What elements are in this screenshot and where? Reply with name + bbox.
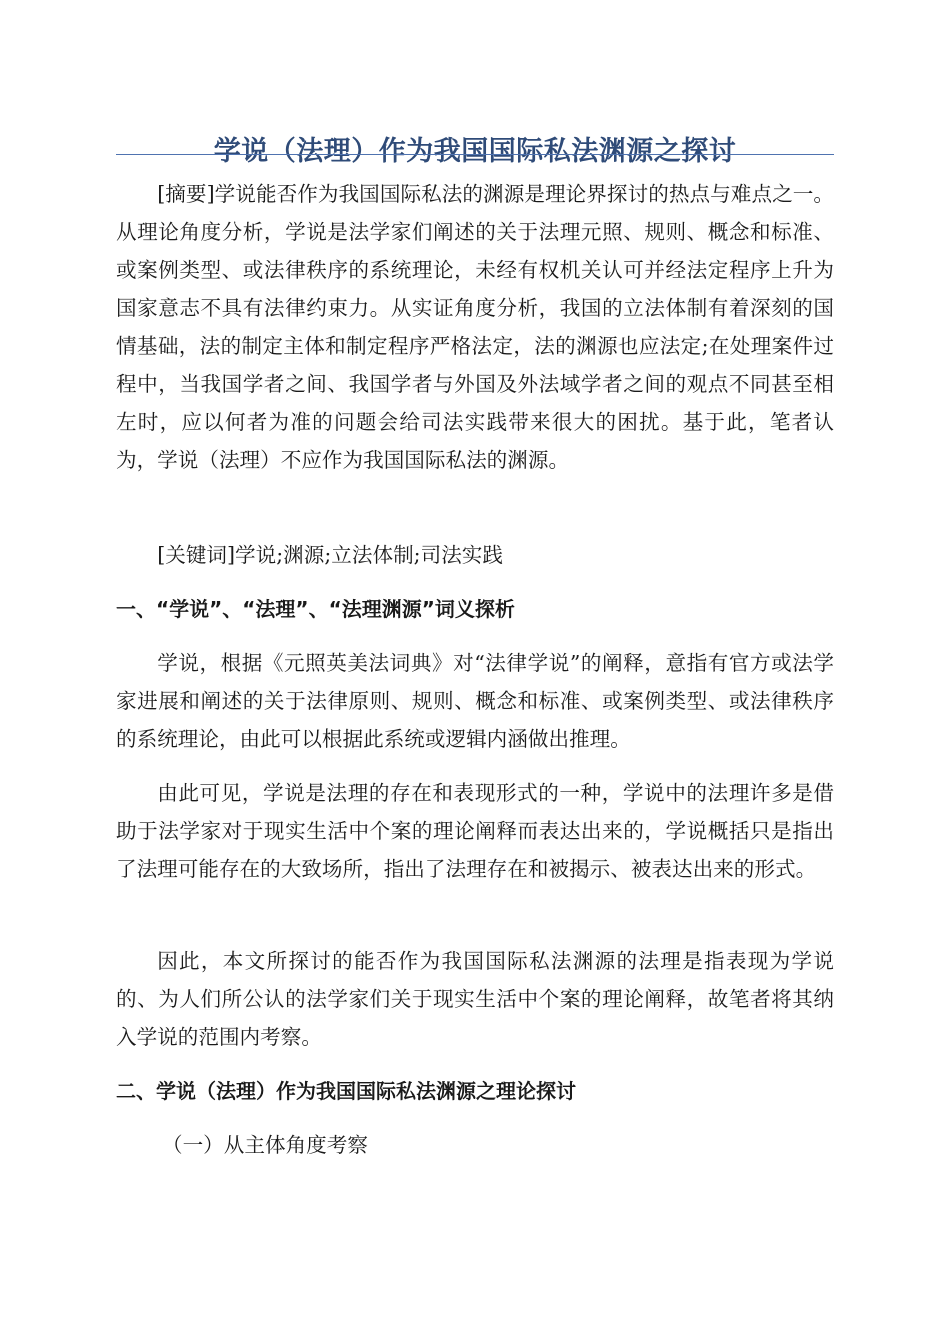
- section-1-paragraph-2: 由此可见，学说是法理的存在和表现形式的一种，学说中的法理许多是借助于法学家对于现实生活中个案的理论阐释而表达出来的，学说概括只是指出了法理可能存在的大致场所，指出了法理存在和被揭示、被表达出来的形式。: [116, 781, 834, 881]
- section-2-heading: 二、学说（法理）作为我国国际私法渊源之理论探讨: [116, 1079, 576, 1103]
- keywords-line: [关键词]学说;渊源;立法体制;司法实践: [157, 543, 503, 567]
- abstract-paragraph: [摘要]学说能否作为我国国际私法的渊源是理论界探讨的热点与难点之一。从理论角度分析，学说是法学家们阐述的关于法理元照、规则、概念和标准、或案例类型、或法律秩序的系统理论，未经有权机关认可并经法定程序上升为国家意志不具有法律约束力。从实证角度分析，我国的立法体制有着深刻的国情基础，法的制定主体和制定程序严格法定，法的渊源也应法定;在处理案件过程中，当我国学者之间、我国学者与外国及外法域学者之间的观点不同甚至相左时，应以何者为准的问题会给司法实践带来很大的困扰。基于此，笔者认为，学说（法理）不应作为我国国际私法的渊源。: [116, 182, 834, 472]
- section-1-heading: 一、“学说”、“法理”、“法理渊源”词义探析: [116, 597, 515, 621]
- section-1-paragraph-1: 学说，根据《元照英美法词典》对“法律学说”的阐释，意指有官方或法学家进展和阐述的关于法律原则、规则、概念和标准、或案例类型、或法律秩序的系统理论，由此可以根据此系统或逻辑内涵做出推理。: [116, 651, 834, 751]
- section-1-paragraph-3: 因此，本文所探讨的能否作为我国国际私法渊源的法理是指表现为学说的、为人们所公认的法学家们关于现实生活中个案的理论阐释，故笔者将其纳入学说的范围内考察。: [116, 949, 834, 1049]
- section-2-subheading-1: （一）从主体角度考察: [162, 1133, 368, 1157]
- document-title: 学说（法理）作为我国国际私法渊源之探讨: [213, 136, 737, 168]
- title-underline: [116, 154, 834, 155]
